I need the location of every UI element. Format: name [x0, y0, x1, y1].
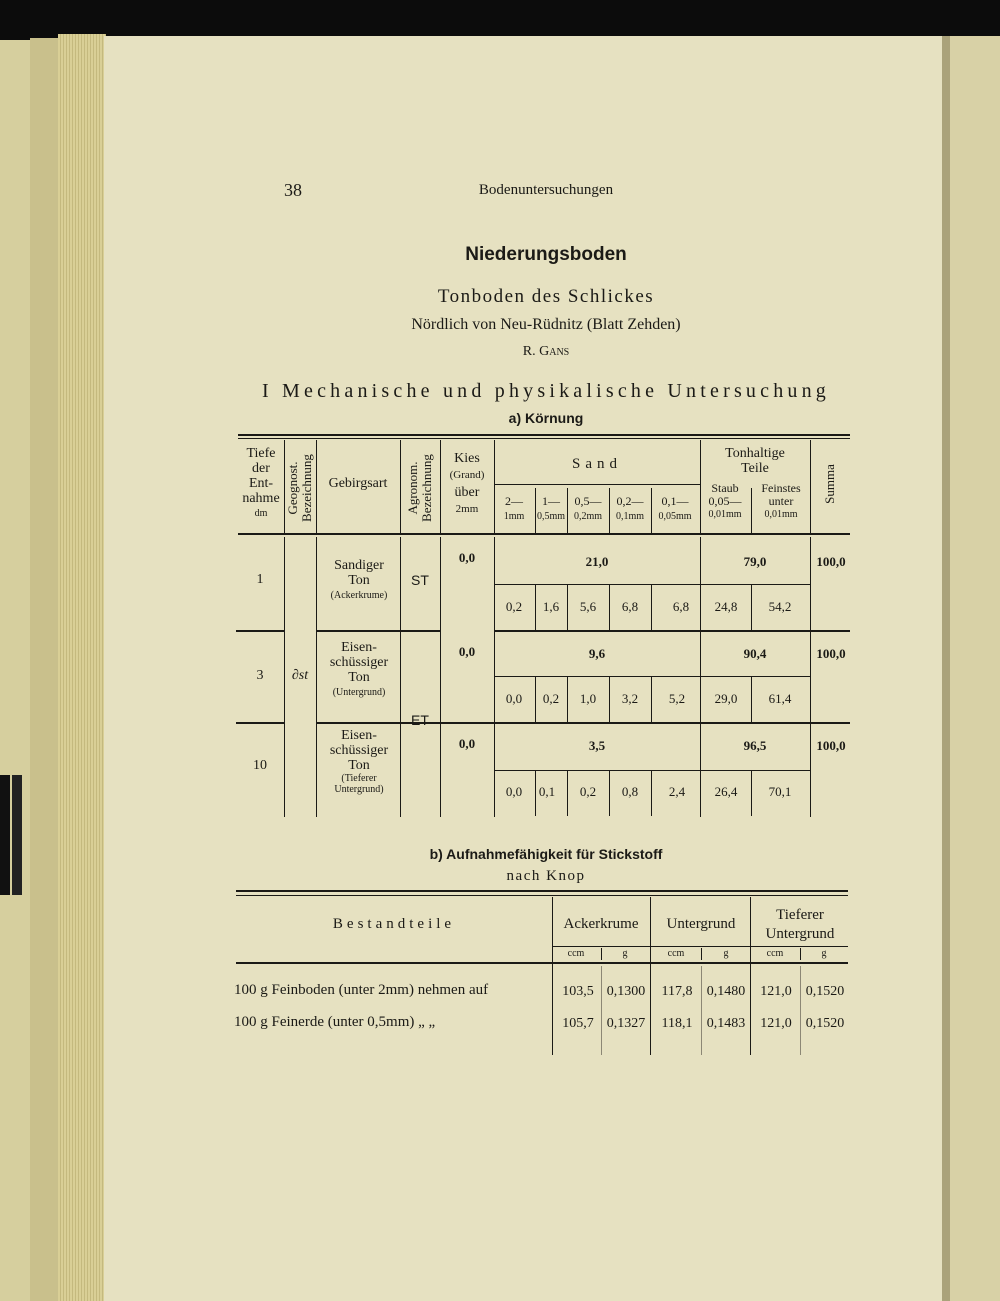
cell-sand: 1,6: [542, 599, 560, 614]
page-stack: [58, 34, 106, 1301]
location: Nördlich von Neu-Rüdnitz (Blatt Zehden): [411, 316, 681, 333]
cell-ton: 54,2: [768, 599, 792, 614]
cell-kies: 0,0: [458, 736, 476, 751]
row-label: 100 g Feinboden (unter 2mm) nehmen auf: [234, 982, 489, 998]
col-header-sand: Sand: [572, 456, 622, 472]
cell-kies: 0,0: [458, 644, 476, 659]
unit-ccm: ccm: [766, 948, 784, 959]
unit-g: g: [821, 948, 827, 959]
cell-sand: 0,1: [538, 784, 556, 799]
book-edge-right-outer: [950, 36, 1000, 1301]
cell-sand: 1,0: [579, 691, 597, 706]
col-header-untergrund: Untergrund: [666, 916, 736, 932]
cell-sand-total: 3,5: [588, 738, 606, 753]
cell-ton: 61,4: [768, 691, 792, 706]
cell-value: 0,1483: [706, 1016, 746, 1031]
section-subheading: b) Aufnahmefähigkeit für Stickstoff: [429, 846, 663, 862]
cell-value: 121,0: [760, 1016, 792, 1031]
cell-sand: 0,8: [621, 784, 639, 799]
cell-sand: 0,2: [542, 691, 560, 706]
book-edge-left: [0, 40, 30, 1301]
cell-sand: 3,2: [621, 691, 639, 706]
cell-summa: 100,0: [816, 554, 846, 569]
cell-value: 0,1520: [805, 984, 845, 999]
book-page: [104, 36, 942, 1301]
cell-value: 103,5: [562, 984, 594, 999]
cell-tiefe: 3: [256, 668, 264, 683]
section-heading: I Mechanische und physikalische Untersuchung: [261, 380, 831, 402]
cell-agronom: ST: [411, 572, 429, 588]
cell-ton: 24,8: [714, 599, 738, 614]
unit-ccm: ccm: [567, 948, 585, 959]
col-header-tiefe: Tiefe der Ent- nahme dm: [242, 446, 280, 519]
unit-g: g: [622, 948, 628, 959]
col-header-geognost: Geognost. Bezeichnung: [285, 454, 314, 522]
col-header-sand-4: 0,2— 0,1mm: [615, 494, 645, 522]
col-header-feinstes: Feinstes unter 0,01mm: [761, 481, 801, 520]
page-title: Niederungsboden: [465, 244, 627, 265]
cell-sand: 6,8: [621, 599, 639, 614]
cell-value: 0,1327: [606, 1016, 646, 1031]
cell-value: 118,1: [661, 1016, 693, 1031]
cell-agronom: ET: [411, 712, 429, 728]
cell-summa: 100,0: [816, 738, 846, 753]
cell-geognost: ∂st: [291, 668, 309, 683]
col-header-ton: Tonhaltige Teile: [725, 446, 785, 476]
col-header-sand-2: 1— 0,5mm: [536, 494, 566, 522]
cell-sand: 5,6: [579, 599, 597, 614]
book-edge-left-inner: [30, 38, 58, 1301]
cell-sand-total: 21,0: [585, 554, 609, 569]
cell-ton: 26,4: [714, 784, 738, 799]
col-header-agronom: Agronom. Bezeichnung: [405, 454, 434, 522]
author: R. Gans: [522, 344, 570, 359]
cell-tiefe: 10: [253, 758, 267, 773]
col-header-sand-1: 2— 1mm: [503, 494, 525, 522]
cell-sand: 2,4: [668, 784, 686, 799]
cell-sand: 0,0: [505, 691, 523, 706]
row-label: 100 g Feinerde (unter 0,5mm) „ „: [234, 1014, 436, 1030]
col-header-gebirgsart: Gebirgsart: [328, 476, 388, 491]
cell-ton: 29,0: [714, 691, 738, 706]
cell-kies: 0,0: [458, 550, 476, 565]
col-header-summa: Summa: [822, 464, 837, 504]
cell-sand: 0,0: [505, 784, 523, 799]
cell-ton: 70,1: [768, 784, 792, 799]
cell-summa: 100,0: [816, 646, 846, 661]
cell-gebirgsart: Eisen- schüssiger Ton (Tieferer Untergrund): [329, 728, 389, 795]
section-subheading-note: nach Knop: [506, 868, 586, 884]
cell-sand: 6,8: [672, 599, 690, 614]
cell-value: 117,8: [661, 984, 693, 999]
cell-ton-total: 96,5: [743, 738, 767, 753]
running-title: Bodenuntersuchungen: [478, 182, 614, 198]
page-number: 38: [284, 180, 302, 200]
subtitle: Tonboden des Schlickes: [437, 286, 655, 307]
col-header-bestandteile: Bestandteile: [332, 916, 456, 932]
cell-value: 0,1520: [805, 1016, 845, 1031]
col-header-staub: Staub 0,05— 0,01mm: [708, 481, 742, 520]
cell-gebirgsart: Sandiger Ton (Ackerkrume): [330, 558, 388, 601]
cell-value: 0,1480: [706, 984, 746, 999]
cell-value: 121,0: [760, 984, 792, 999]
col-header-sand-5: 0,1— 0,05mm: [658, 494, 692, 522]
cell-ton-total: 79,0: [743, 554, 767, 569]
cell-sand: 5,2: [668, 691, 686, 706]
cell-gebirgsart: Eisen- schüssiger Ton (Untergrund): [329, 640, 389, 698]
cell-ton-total: 90,4: [743, 646, 767, 661]
unit-ccm: ccm: [667, 948, 685, 959]
book-tab: [12, 775, 22, 895]
section-subheading: a) Körnung: [508, 410, 584, 426]
cell-sand-total: 9,6: [588, 646, 606, 661]
col-header-sand-3: 0,5— 0,2mm: [573, 494, 603, 522]
unit-g: g: [723, 948, 729, 959]
cell-sand: 0,2: [505, 599, 523, 614]
cell-value: 105,7: [562, 1016, 594, 1031]
col-header-ackerkrume: Ackerkrume: [563, 916, 639, 932]
col-header-kies: Kies (Grand) über 2mm: [449, 451, 485, 515]
book-edge-right: [942, 36, 950, 1301]
cell-tiefe: 1: [256, 572, 264, 587]
cell-sand: 0,2: [579, 784, 597, 799]
cell-value: 0,1300: [606, 984, 646, 999]
book-tab: [0, 775, 10, 895]
col-header-tieferer: Tieferer Untergrund: [765, 907, 835, 942]
